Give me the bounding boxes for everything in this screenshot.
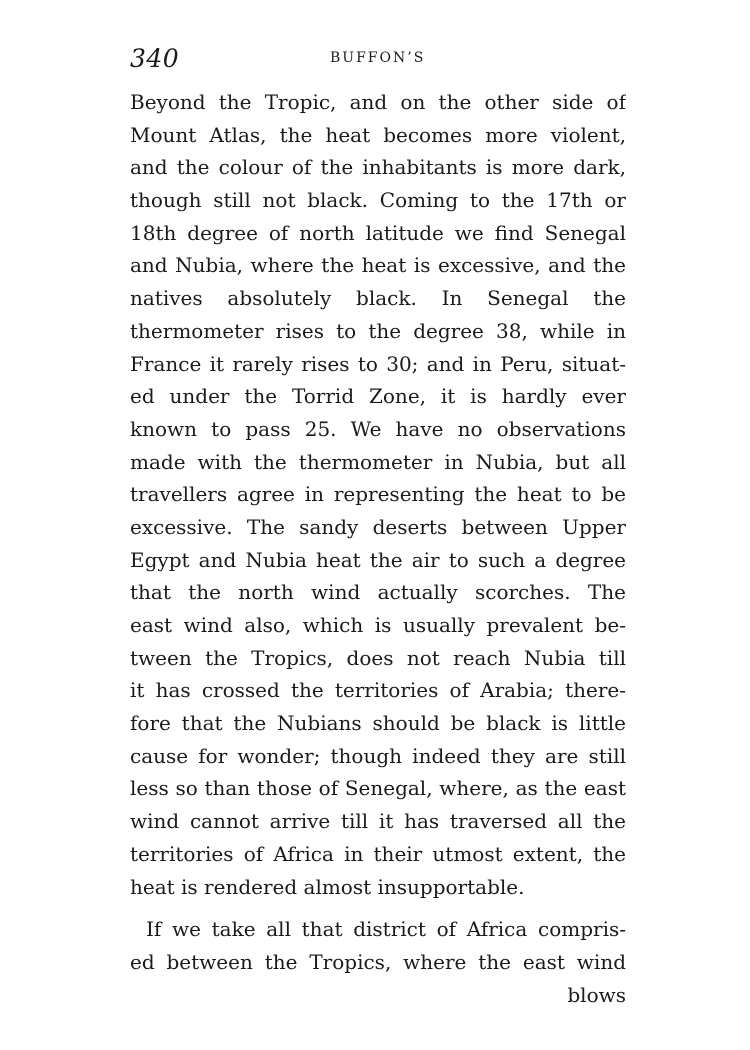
- text-line: fore that the Nubians should be black is little: [130, 711, 626, 736]
- text-line: 18th degree of north latitude we find Senegal: [130, 220, 626, 245]
- text-line: and Nubia, where the heat is excessive, and the: [130, 253, 626, 278]
- page-number: 340: [130, 44, 180, 73]
- text-line: known to pass 25. We have no observations: [130, 416, 626, 441]
- text-line: If we take all that district of Africa compris-: [146, 917, 626, 942]
- text-line: ed under the Torrid Zone, it is hardly ever: [130, 384, 626, 409]
- text-line: and the colour of the inhabitants is more dark,: [130, 155, 626, 180]
- text-line: though still not black. Coming to the 17th or: [130, 188, 626, 213]
- text-line: Beyond the Tropic, and on the other side of: [130, 90, 626, 114]
- text-line: Mount Atlas, the heat becomes more violent,: [130, 122, 626, 147]
- running-head: [130, 44, 630, 78]
- text-line: that the north wind actually scorches. The: [130, 580, 626, 605]
- text-line: France it rarely rises to 30; and in Peru, situat-: [130, 351, 626, 376]
- text-line: tween the Tropics, does not reach Nubia till: [130, 645, 626, 670]
- text-line: east wind also, which is usually prevalent be-: [130, 613, 626, 637]
- text-line: cause for wonder; though indeed they are still: [130, 743, 626, 768]
- running-title: BUFFON’S: [330, 50, 426, 66]
- text-line: Egypt and Nubia heat the air to such a degree: [130, 547, 626, 572]
- text-line: heat is rendered almost insupportable.: [130, 874, 525, 899]
- text-line: less so than those of Senegal, where, as the east: [130, 776, 626, 801]
- text-line: natives absolutely black. In Senegal the: [130, 286, 626, 311]
- text-line: wind cannot arrive till it has traversed all the: [130, 809, 626, 834]
- text-line: travellers agree in representing the heat to be: [130, 482, 626, 507]
- text-line: it has crossed the territories of Arabia; there-: [130, 678, 626, 703]
- catchword: blows: [567, 982, 626, 1007]
- body-text: [130, 86, 626, 1011]
- text-line: made with the thermometer in Nubia, but all: [130, 449, 626, 474]
- text-line: excessive. The sandy deserts between Upper: [130, 514, 626, 539]
- text-line: thermometer rises to the degree 38, while in: [130, 318, 626, 343]
- text-line: territories of Africa in their utmost extent, the: [130, 841, 626, 866]
- text-line: ed between the Tropics, where the east wind: [130, 949, 626, 974]
